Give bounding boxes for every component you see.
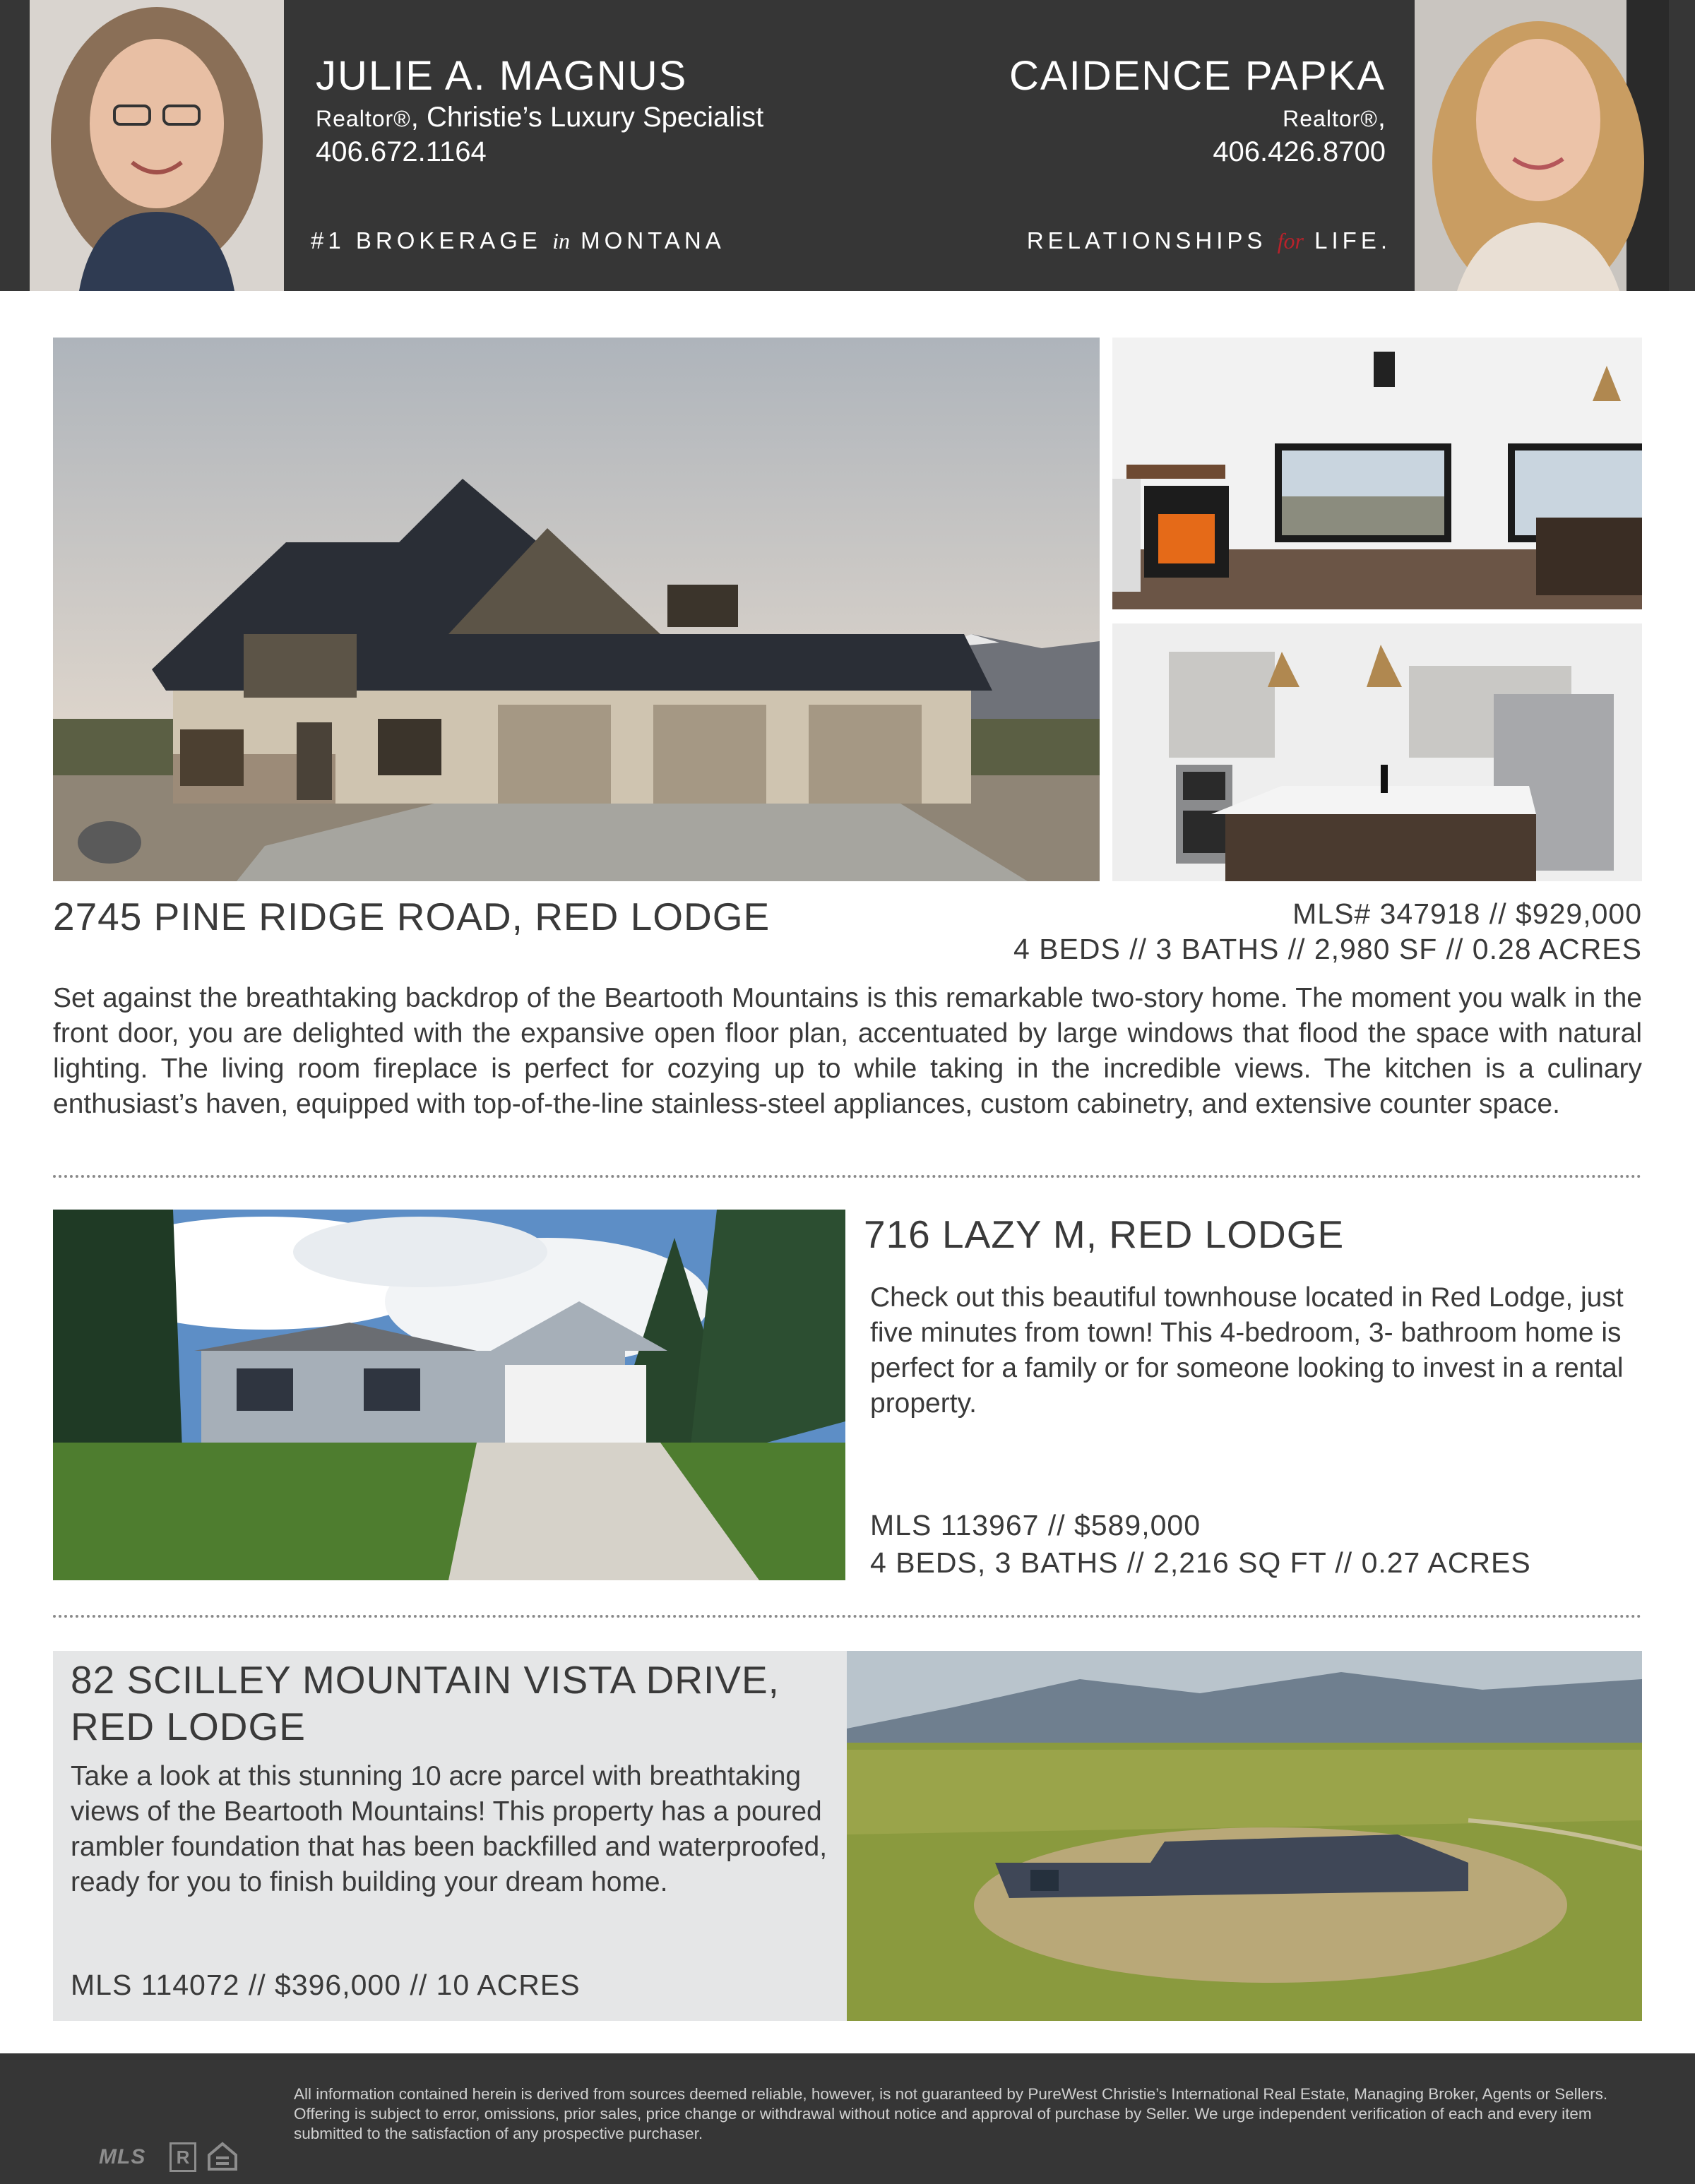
- divider-1: [53, 1175, 1642, 1178]
- agent-photo-julie: [30, 0, 284, 291]
- listing-3-description: Take a look at this stunning 10 acre parcel with breathtaking views of the Beartooth Mountains! This property has a poured rambler foundation that has been backfilled and waterproofed, ready for you to finish building your dream home.: [71, 1761, 828, 1897]
- listing-3-mls-price: MLS 114072 // $396,000 // 10 ACRES: [71, 1969, 581, 2001]
- agent-photo-caidence: [1415, 0, 1669, 291]
- listing-1-mls-price: MLS# 347918 // $929,000: [1292, 897, 1642, 930]
- listing-2-description: Check out this beautiful townhouse located in Red Lodge, just five minutes from town! This 4-bedroom, 3- bathroom home is perfect for a family or for someone looking to invest in a rental property.: [870, 1282, 1624, 1419]
- listing-2-details: 4 BEDS, 3 BATHS // 2,216 SQ FT // 0.27 ACRES: [870, 1546, 1531, 1579]
- agent-name-left: JULIE A. MAGNUS: [316, 53, 688, 99]
- footer-disclaimer: All information contained herein is derived from sources deemed reliable, however, is not guaranteed by PureWest Christie’s International Real Estate, Managing Broker, Agents or Sellers. Offering is subject to error, omissions, prior sales, price change or withdrawal without notice and approval of purchase by Seller. We urge independent verification of each and every item submitted to the satisfaction of any prospective purchaser.: [294, 2085, 1608, 2142]
- agent-role-right: Realtor®,: [1283, 102, 1386, 133]
- listing-1-living-room-photo: [1112, 338, 1642, 609]
- agent-phone-left[interactable]: 406.672.1164: [316, 136, 487, 167]
- agent-role-left: Realtor®, Christie’s Luxury Specialist: [316, 102, 764, 133]
- tagline-right: RELATIONSHIPS for LIFE.: [1026, 227, 1391, 253]
- header-band: [0, 0, 1695, 291]
- listing-1-description: Set against the breathtaking backdrop of the Beartooth Mountains is this remarkable two-story home. The moment you walk in the front door, you are delighted with the expansive open floor plan, accentuated by large windows that flood the space with natural lighting. The living room fireplace is perfect for cozying up to while taking in the incredible views. The kitchen is a culinary enthusiast’s haven, equipped with top-of-the-line stainless-steel appliances, custom cabinetry, and extensive counter space.: [53, 983, 1642, 1119]
- listing-1-address: 2745 PINE RIDGE ROAD, RED LODGE: [53, 895, 771, 938]
- listing-2-mls-price: MLS 113967 // $589,000: [870, 1509, 1201, 1541]
- listing-1-details: 4 BEDS // 3 BATHS // 2,980 SF // 0.28 ACRES: [1013, 933, 1642, 965]
- footer-logos: [99, 2141, 247, 2175]
- realtor-logo-icon: R: [170, 2142, 196, 2172]
- listing-3-address: 82 SCILLEY MOUNTAIN VISTA DRIVE, RED LODGE: [71, 1658, 780, 1748]
- agent-phone-right[interactable]: 406.426.8700: [1213, 136, 1386, 167]
- agent-name-right: CAIDENCE PAPKA: [1009, 53, 1386, 99]
- listing-2-photo: [53, 1210, 845, 1580]
- listing-2-address: 716 LAZY M, RED LODGE: [864, 1212, 1345, 1256]
- tagline-left: #1 BROKERAGE in MONTANA: [311, 227, 725, 253]
- listing-1-main-photo: [53, 338, 1100, 881]
- mls-logo-icon: MLS: [99, 2145, 146, 2168]
- equal-housing-logo-icon: [206, 2141, 239, 2172]
- divider-2: [53, 1615, 1642, 1618]
- listing-3-land-photo: [847, 1651, 1642, 2021]
- listing-1-kitchen-photo: [1112, 623, 1642, 881]
